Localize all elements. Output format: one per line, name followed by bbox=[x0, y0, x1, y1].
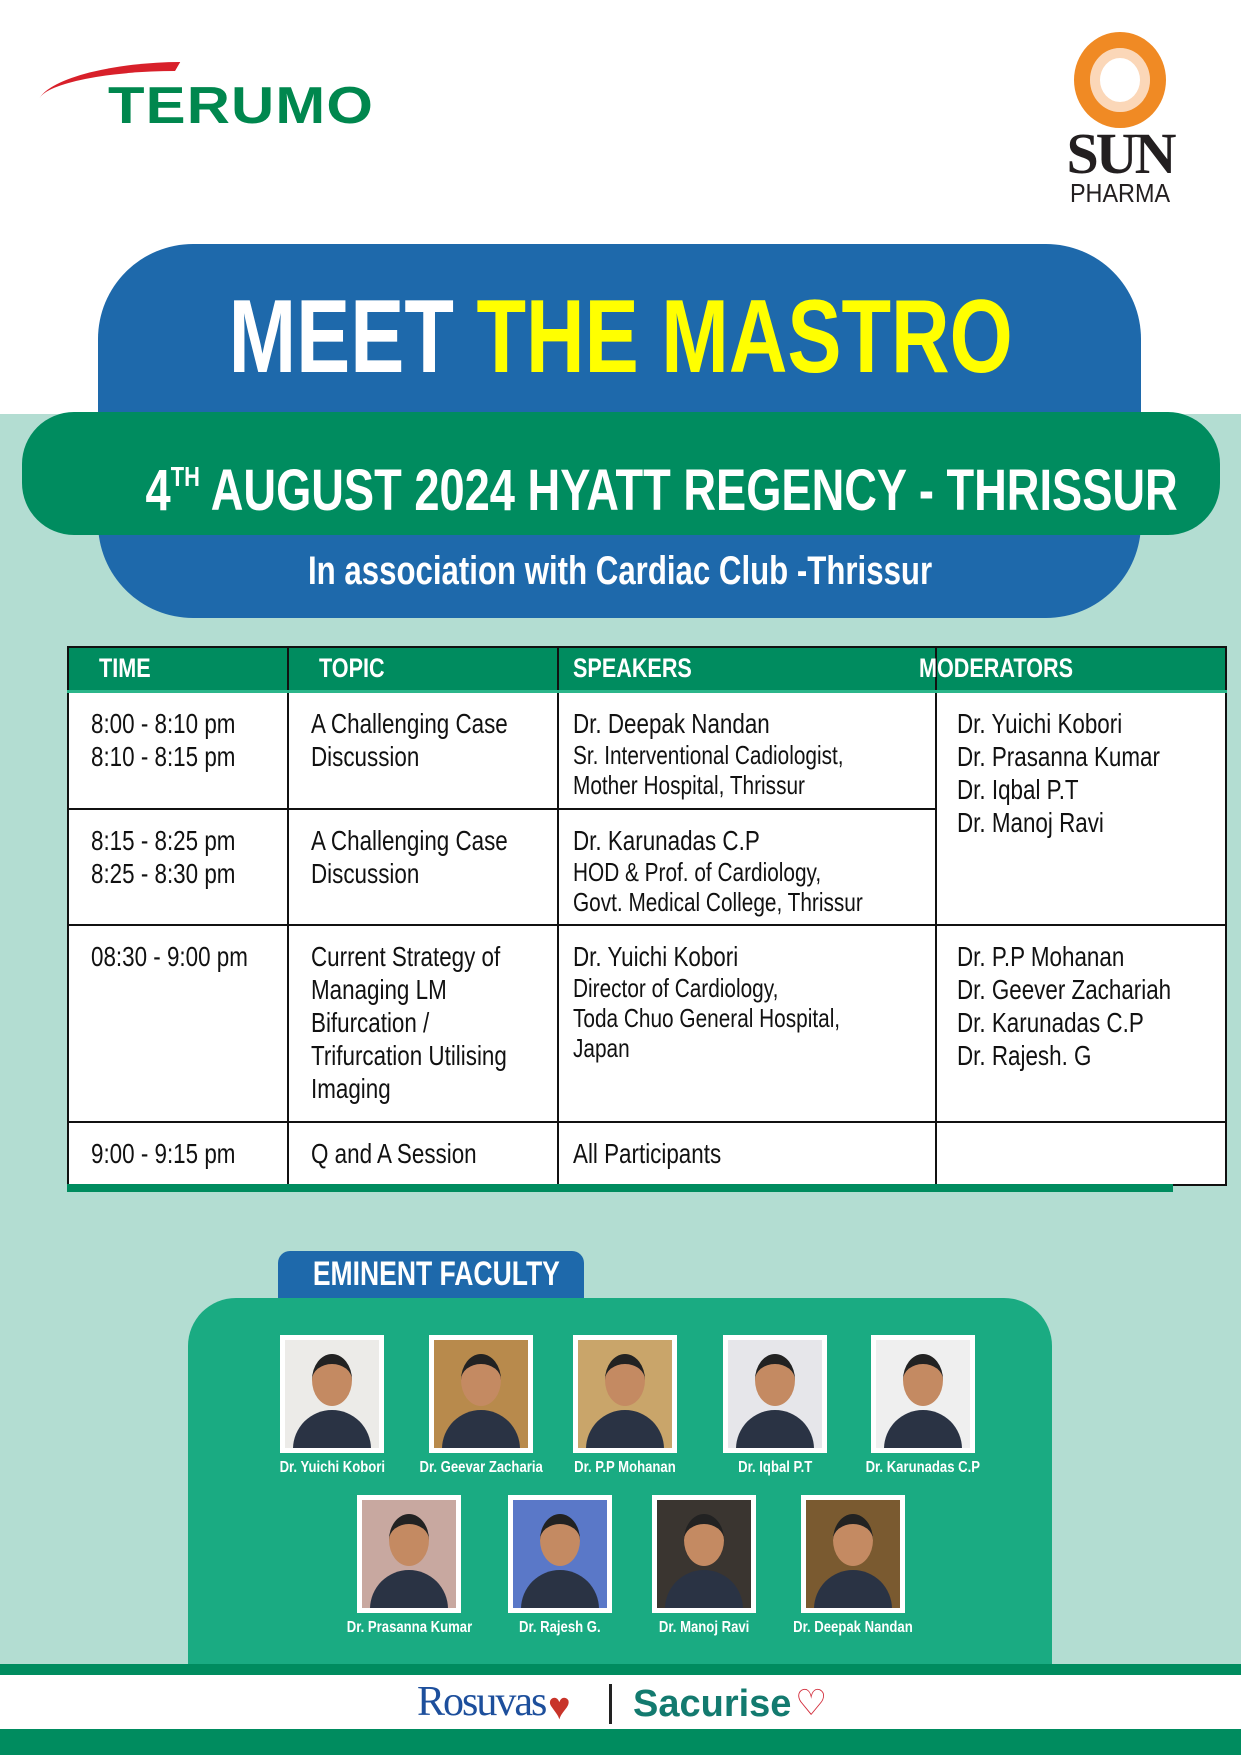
topic-cell: Q and A Session bbox=[288, 1122, 558, 1185]
portrait-body bbox=[442, 1410, 520, 1453]
moderators-cell: Dr. Yuichi Kobori Dr. Prasanna Kumar Dr. Iqbal P.T Dr. Manoj Ravi bbox=[936, 691, 1226, 925]
time-cell: 8:00 - 8:10 pm 8:10 - 8:15 pm bbox=[68, 691, 288, 809]
portrait-body bbox=[736, 1410, 814, 1453]
brand-divider bbox=[609, 1684, 612, 1724]
moderators-cell bbox=[936, 1122, 1226, 1185]
event-date-venue bbox=[0, 445, 1241, 523]
time-cell: 8:15 - 8:25 pm 8:25 - 8:30 pm bbox=[68, 809, 288, 925]
speaker-cell: Dr. Karunadas C.P HOD & Prof. of Cardiology, Govt. Medical College, Thrissur bbox=[558, 809, 936, 925]
portrait-body bbox=[521, 1570, 599, 1613]
faculty-photo bbox=[429, 1335, 533, 1453]
schedule-table bbox=[67, 646, 1227, 1186]
speaker-cell: All Participants bbox=[558, 1122, 936, 1185]
date-day: 4 bbox=[145, 458, 171, 523]
association-text bbox=[0, 548, 1241, 594]
portrait-head bbox=[903, 1354, 943, 1406]
faculty-name: Dr. Deepak Nandan bbox=[793, 1619, 913, 1636]
portrait-head bbox=[755, 1354, 795, 1406]
portrait-body bbox=[814, 1570, 892, 1613]
faculty-photo bbox=[723, 1335, 827, 1453]
speaker-cell: Dr. Deepak Nandan Sr. Interventional Cadiologist, Mother Hospital, Thrissur bbox=[558, 691, 936, 809]
footer-brand-strip bbox=[0, 1675, 1241, 1729]
date-venue: AUGUST 2024 HYATT REGENCY - THRISSUR bbox=[199, 458, 1178, 523]
header-time: TIME bbox=[68, 647, 288, 691]
faculty-heading bbox=[278, 1251, 584, 1298]
header-moderators: MODERATORS bbox=[936, 647, 1226, 691]
sun-wordmark: SUN bbox=[1066, 121, 1174, 186]
faculty-name: Dr. Prasanna Kumar bbox=[346, 1619, 472, 1636]
title-white: MEET bbox=[228, 279, 477, 395]
terumo-logo bbox=[50, 62, 395, 135]
faculty-card bbox=[723, 1335, 827, 1476]
faculty-photo bbox=[801, 1495, 905, 1613]
heart-icon: ♥ bbox=[548, 1686, 571, 1728]
portrait-head bbox=[540, 1514, 580, 1566]
sun-pharma-logo bbox=[1050, 32, 1190, 217]
moderators-cell: Dr. P.P Mohanan Dr. Geever Zachariah Dr. Karunadas C.P Dr. Rajesh. G bbox=[936, 925, 1226, 1122]
header-topic: TOPIC bbox=[288, 647, 558, 691]
faculty-card bbox=[346, 1495, 472, 1636]
table-row bbox=[68, 925, 1226, 1122]
faculty-card bbox=[419, 1335, 543, 1476]
faculty-photo bbox=[357, 1495, 461, 1613]
sacurise-logo: Sacurise bbox=[633, 1683, 792, 1725]
faculty-name: Dr. Manoj Ravi bbox=[658, 1619, 750, 1636]
faculty-card bbox=[793, 1495, 913, 1636]
faculty-card bbox=[573, 1335, 677, 1476]
page-title bbox=[0, 279, 1241, 395]
header-speakers: SPEAKERS bbox=[558, 647, 936, 691]
portrait-head bbox=[684, 1514, 724, 1566]
portrait-body bbox=[293, 1410, 371, 1453]
footer-band-bottom bbox=[0, 1729, 1241, 1755]
association-label: In association with Cardiac Club -Thrissur bbox=[308, 549, 933, 593]
terumo-wordmark: TERUMO bbox=[108, 77, 375, 135]
table-row bbox=[68, 1122, 1226, 1185]
faculty-card bbox=[652, 1495, 756, 1636]
rosuvas-logo: Rosuvas bbox=[417, 1679, 546, 1725]
portrait-head bbox=[312, 1354, 352, 1406]
sun-ring-icon bbox=[1074, 32, 1166, 128]
portrait-head bbox=[833, 1514, 873, 1566]
speaker-cell: Dr. Yuichi Kobori Director of Cardiology, Toda Chuo General Hospital, Japan bbox=[558, 925, 936, 1122]
portrait-head bbox=[389, 1514, 429, 1566]
topic-cell: A Challenging Case Discussion bbox=[288, 691, 558, 809]
heart-arrow-icon: ♡ bbox=[795, 1682, 828, 1723]
portrait-body bbox=[665, 1570, 743, 1613]
topic-cell: A Challenging Case Discussion bbox=[288, 809, 558, 925]
faculty-name: Dr. P.P Mohanan bbox=[574, 1459, 676, 1476]
portrait-body bbox=[370, 1570, 448, 1613]
portrait-body bbox=[884, 1410, 962, 1453]
faculty-name: Dr. Geevar Zacharia bbox=[419, 1459, 543, 1476]
faculty-card bbox=[279, 1335, 385, 1476]
table-header bbox=[68, 647, 1226, 691]
time-cell: 08:30 - 9:00 pm bbox=[68, 925, 288, 1122]
faculty-photo bbox=[573, 1335, 677, 1453]
faculty-name: Dr. Yuichi Kobori bbox=[279, 1459, 385, 1476]
pharma-wordmark: PHARMA bbox=[1069, 178, 1171, 208]
portrait-body bbox=[586, 1410, 664, 1453]
faculty-photo bbox=[280, 1335, 384, 1453]
faculty-photo bbox=[508, 1495, 612, 1613]
faculty-card bbox=[508, 1495, 612, 1636]
portrait-head bbox=[461, 1354, 501, 1406]
title-yellow: THE MASTRO bbox=[476, 279, 1013, 395]
faculty-name: Dr. Rajesh G. bbox=[519, 1619, 601, 1636]
faculty-heading-label: EMINENT FACULTY bbox=[312, 1255, 560, 1293]
table-bottom-bar bbox=[67, 1184, 1173, 1192]
portrait-head bbox=[605, 1354, 645, 1406]
faculty-name: Dr. Karunadas C.P bbox=[865, 1459, 981, 1476]
faculty-name: Dr. Iqbal P.T bbox=[737, 1459, 813, 1476]
table-row bbox=[68, 691, 1226, 809]
topic-cell: Current Strategy of Managing LM Bifurcation / Trifurcation Utilising Imaging bbox=[288, 925, 558, 1122]
time-cell: 9:00 - 9:15 pm bbox=[68, 1122, 288, 1185]
faculty-card bbox=[865, 1335, 981, 1476]
faculty-photo bbox=[652, 1495, 756, 1613]
footer-band-top bbox=[0, 1664, 1241, 1675]
date-suffix: TH bbox=[170, 461, 200, 492]
faculty-photo bbox=[871, 1335, 975, 1453]
